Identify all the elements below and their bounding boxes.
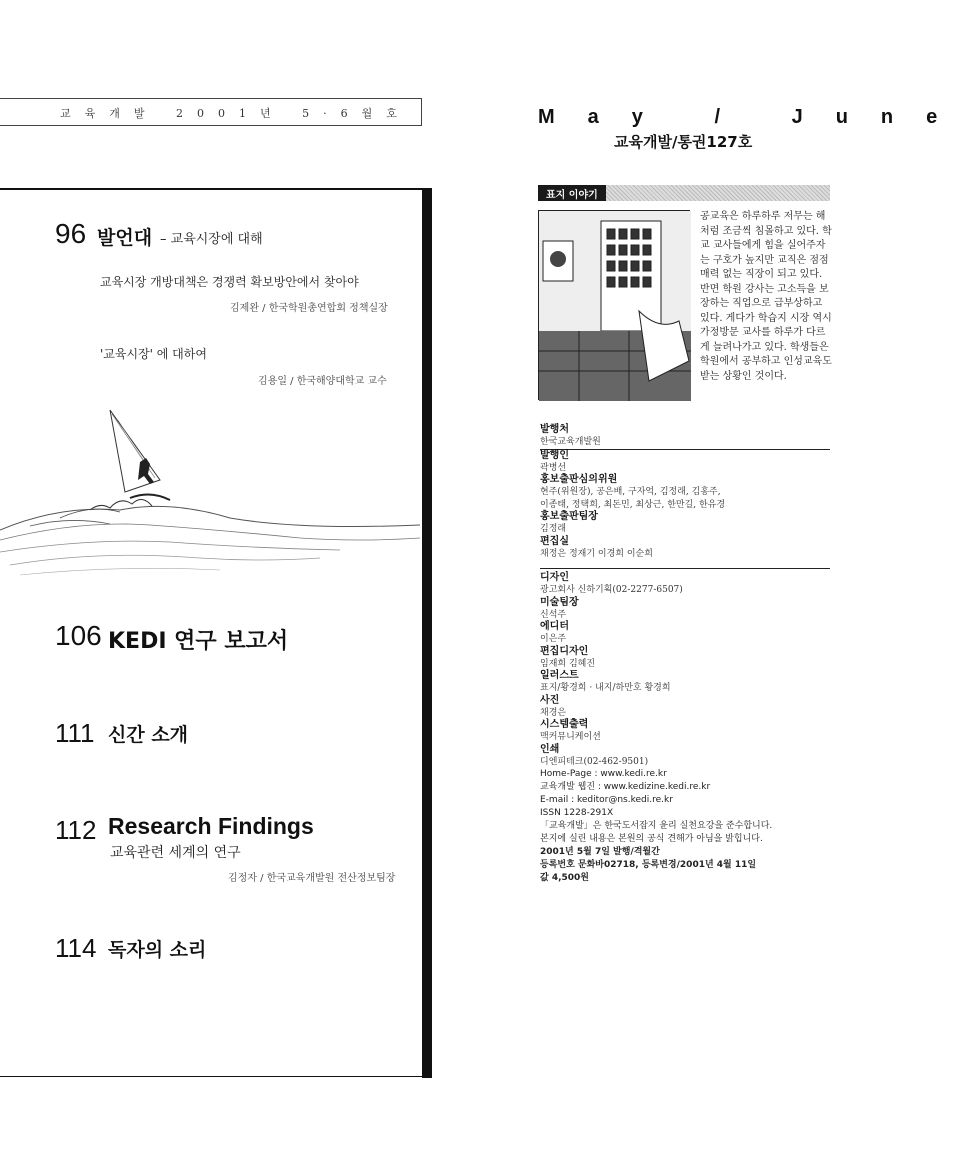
- credit-heading: 발행인: [540, 449, 569, 461]
- column-bottom-rule: [0, 1076, 432, 1077]
- toc-article-author: 김정자 / 한국교육개발원 전산정보팀장: [228, 873, 396, 884]
- toc-number: 111: [55, 718, 95, 748]
- credit-value: 이종태, 정택희, 최돈민, 최상근, 한만길, 한유경: [540, 499, 726, 510]
- cover-story-text: 공교육은 하루하루 저무는 해처럼 조금씩 침몰하고 있다. 학교 교사들에게 힘을 실어주자는 구호가 높지만 교직은 점점 매력 없는 직장이 되고 있다. 반면 학원 강사는 고소득을 보장하는 직업으로 급부상하고 있다. 게다가 학습지 시장 역시 가정방문 교사를 하루가 다르게 늘려나가고 있다. 학생들은 학원에서 공부하고 인성교육도 받는 상황인 것이다.: [700, 211, 832, 382]
- credit-value: 임재희 김혜진: [540, 658, 596, 669]
- credit-value: 맥커뮤니케이션: [540, 732, 601, 742]
- credit-value: 김정래: [540, 524, 567, 534]
- credit-value: 표지/황경희 · 내지/하만호 황경희: [540, 683, 671, 693]
- toc-title[interactable]: 독자의 소리: [108, 939, 207, 961]
- toc-title[interactable]: 발언대: [97, 227, 153, 249]
- disclaimer-note: 본지에 실린 내용은 본원의 공식 견해가 아님을 밝힙니다.: [540, 834, 763, 844]
- toc-number: 114: [55, 933, 97, 963]
- toc-article-author: 김제완 / 한국학원총연합회 정책실장: [230, 303, 388, 314]
- credit-value: 광고회사 신하기획(02-2277-6507): [540, 585, 683, 595]
- credits: [540, 424, 830, 885]
- toc-subtitle: 교육관련 세계의 연구: [110, 845, 241, 861]
- credit-heading: 편집디자인: [540, 645, 589, 657]
- credit-heading: 일러스트: [540, 670, 579, 681]
- credit-value: 채정은 정재기 이경희 이순희: [540, 548, 653, 559]
- credit-value: 한국교육개발원: [540, 436, 830, 450]
- email-link[interactable]: E-mail : keditor@ns.kedi.re.kr: [540, 795, 673, 805]
- toc-number: 106: [55, 620, 102, 651]
- windsurfer-illustration: [0, 400, 420, 590]
- registration-number: 등록번호 문화바02718, 등록변경/2001년 4월 11일: [540, 860, 757, 870]
- column-top-rule: [0, 188, 432, 190]
- toc-number: 112: [55, 815, 97, 845]
- credit-heading: 홍보출판심의위원: [540, 474, 618, 485]
- ethics-note: 「교육개발」은 한국도서잡지 윤리 실천요강을 준수합니다.: [540, 821, 773, 831]
- credit-value: 채경은: [540, 707, 567, 718]
- homepage-link[interactable]: Home-Page : www.kedi.re.kr: [540, 769, 667, 779]
- toc-subtitle: – 교육시장에 대해: [160, 232, 263, 247]
- credit-heading: 홍보출판팀장: [540, 511, 598, 522]
- credit-heading: 인쇄: [540, 743, 560, 755]
- toc-article-author: 김용일 / 한국해양대학교 교수: [258, 376, 387, 387]
- credit-value: 곽병선: [540, 462, 567, 473]
- column-side-rule: [422, 188, 432, 1078]
- issue-heading: 교육개발/통권127호: [614, 133, 753, 151]
- month-heading: May / June: [538, 106, 970, 128]
- credit-value: 디엔피테크(02-462-9501): [540, 756, 649, 767]
- toc-article-title[interactable]: 교육시장 개방대책은 경쟁력 확보방안에서 찾아야: [100, 275, 359, 289]
- credit-value: 이은주: [540, 634, 567, 644]
- toc-title[interactable]: Research Findings: [108, 813, 314, 839]
- credit-heading: 디자인: [540, 572, 569, 583]
- credit-heading: 미술팀장: [540, 596, 579, 608]
- toc-title[interactable]: 신간 소개: [108, 724, 189, 746]
- cover-story-label: 표지 이야기: [538, 185, 606, 201]
- cover-illustration: [538, 210, 690, 400]
- toc-number: 96: [55, 218, 87, 249]
- toc-article-title[interactable]: '교육시장' 에 대하여: [100, 347, 207, 361]
- header-text: 교육개발 2001년 5·6월호: [60, 107, 411, 120]
- price: 값 4,500원: [540, 873, 589, 883]
- publish-date: 2001년 5월 7일 발행/격월간: [540, 847, 660, 857]
- toc-title[interactable]: KEDI 연구 보고서: [108, 629, 289, 654]
- credit-heading: 에디터: [540, 621, 569, 632]
- credit-value: 현주(위원장), 공은배, 구자억, 김정래, 김홍주,: [540, 487, 721, 497]
- issn: ISSN 1228-291X: [540, 808, 614, 818]
- credit-heading: 시스템출력: [540, 719, 589, 730]
- webzine-link[interactable]: 교육개발 웹진 : www.kedizine.kedi.re.kr: [540, 782, 711, 792]
- credit-heading: 사진: [540, 694, 560, 706]
- credit-heading: 편집실: [540, 535, 569, 547]
- credit-heading: 발행처: [540, 424, 569, 435]
- credit-value: 신석주: [540, 609, 567, 620]
